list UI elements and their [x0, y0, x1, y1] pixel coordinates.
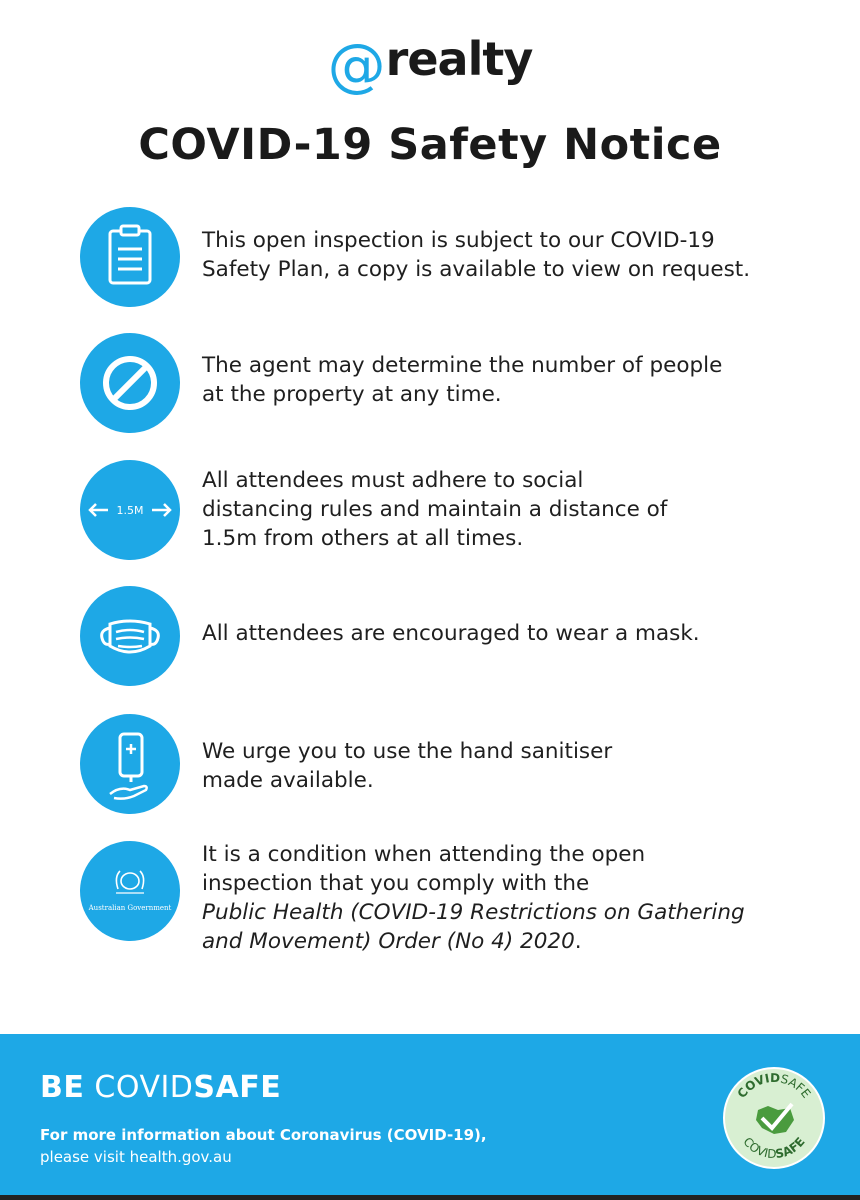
covidsafe-badge-icon [722, 1066, 826, 1170]
notice-line: All attendees must adhere to social [202, 468, 584, 493]
distance-label: 1.5M [116, 504, 144, 517]
notice-line: Safety Plan, a copy is available to view on request. [202, 257, 751, 282]
badge-bottom-safe: SAFE [774, 1134, 808, 1162]
notice-line-italic: and Movement) Order (No 4) 2020 [202, 929, 575, 954]
sanitiser-icon [80, 714, 180, 814]
notice-line-italic: Public Health (COVID-19 Restrictions on Gathering [202, 900, 745, 925]
notice-text [202, 226, 812, 284]
footer-banner [0, 1034, 860, 1200]
notice-text [202, 466, 812, 553]
notice-line: at the property at any time. [202, 382, 502, 407]
notice-line: It is a condition when attending the open [202, 842, 646, 867]
be-word: BE [40, 1070, 85, 1105]
page-title: COVID-19 Safety Notice [138, 120, 722, 170]
notice-line: inspection that you comply with the [202, 871, 590, 896]
footer-info-link-text: please visit health.gov.au [40, 1148, 232, 1166]
badge-top-safe: SAFE [779, 1071, 814, 1101]
realty-logo [0, 30, 860, 100]
badge-top-covid: COVID [734, 1070, 781, 1101]
be-covidsafe-heading [40, 1070, 281, 1105]
prohibited-icon [80, 333, 180, 433]
notice-item-mask [80, 586, 820, 686]
footer-info [40, 1124, 487, 1168]
logo-wordmark: realty [385, 32, 533, 86]
notice-line: The agent may determine the number of people [202, 353, 723, 378]
notice-text [202, 737, 812, 795]
notice-item-sanitiser [80, 714, 820, 814]
notice-line-end: . [574, 929, 582, 954]
notice-line: This open inspection is subject to our COVID-19 [202, 228, 715, 253]
covid-word: COVID [94, 1070, 194, 1105]
mask-icon [80, 586, 180, 686]
notice-line: We urge you to use the hand sanitiser [202, 739, 613, 764]
safe-word: SAFE [193, 1070, 282, 1105]
government-crest-icon [80, 841, 180, 941]
logo-at-symbol: @ [327, 31, 386, 99]
footer-divider [0, 1195, 860, 1200]
notice-item-distancing [80, 460, 820, 560]
badge-bottom-covid: COVID [740, 1134, 777, 1162]
notice-text [202, 840, 812, 956]
notice-line: distancing rules and maintain a distance of [202, 497, 668, 522]
government-crest-label: Australian Government [88, 904, 172, 912]
notice-line: All attendees are encouraged to wear a mask. [202, 621, 700, 646]
notice-text [202, 619, 812, 648]
distance-icon [80, 460, 180, 560]
notice-item-public-health-order [80, 841, 820, 954]
clipboard-icon [80, 207, 180, 307]
notice-item-safety-plan [80, 207, 820, 307]
notice-text [202, 351, 812, 409]
notice-line: 1.5m from others at all times. [202, 526, 524, 551]
footer-info-bold: For more information about Coronavirus (COVID-19), [40, 1126, 487, 1144]
notice-item-people-limit [80, 333, 820, 433]
notice-line: made available. [202, 768, 374, 793]
